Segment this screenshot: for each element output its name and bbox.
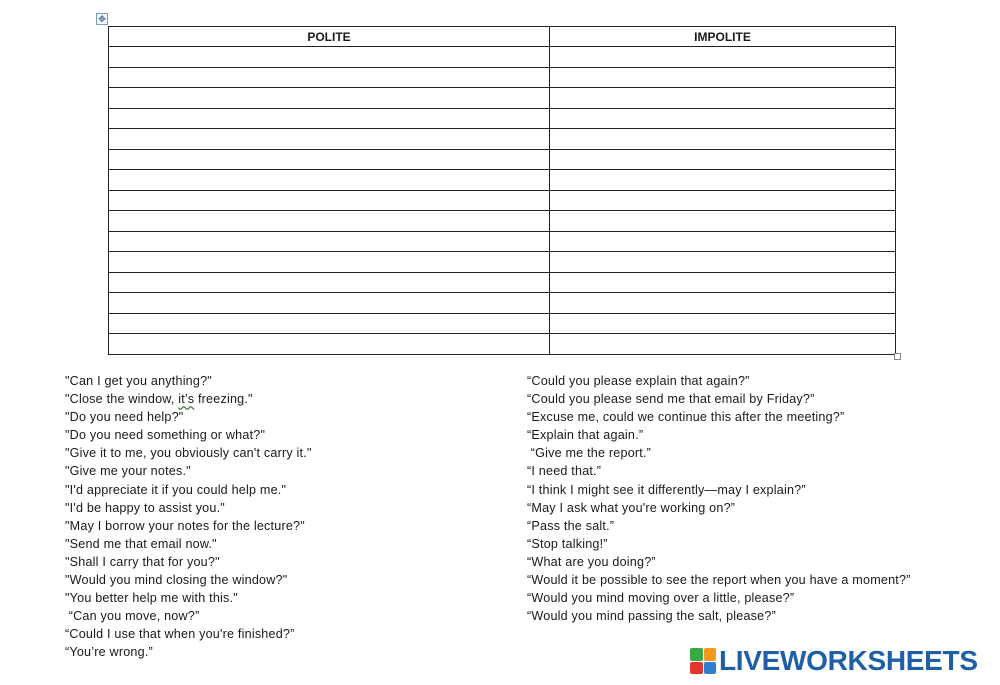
phrase-item: "May I borrow your notes for the lecture?" bbox=[65, 518, 305, 533]
liveworksheets-brand bbox=[690, 645, 978, 677]
answer-cell-impolite[interactable] bbox=[550, 129, 896, 150]
phrase-list-left bbox=[65, 372, 312, 662]
phrase-item: “Explain that again.” bbox=[527, 428, 644, 443]
table-row bbox=[109, 108, 896, 129]
phrase-list-right bbox=[527, 372, 911, 625]
phrase-item: “What are you doing?” bbox=[527, 554, 656, 569]
answer-cell-impolite[interactable] bbox=[550, 313, 896, 334]
answer-cell-polite[interactable] bbox=[109, 211, 550, 232]
answer-cell-polite[interactable] bbox=[109, 252, 550, 273]
table-row bbox=[109, 313, 896, 334]
logo-tile bbox=[704, 662, 717, 675]
answer-cell-impolite[interactable] bbox=[550, 211, 896, 232]
answer-cell-impolite[interactable] bbox=[550, 88, 896, 109]
table-row bbox=[109, 47, 896, 68]
phrase-item: “You’re wrong.” bbox=[65, 645, 153, 660]
phrase-item: “Pass the salt.” bbox=[527, 518, 615, 533]
logo-tile bbox=[704, 648, 717, 661]
logo-tile bbox=[690, 648, 703, 661]
answer-cell-impolite[interactable] bbox=[550, 334, 896, 355]
answer-cell-impolite[interactable] bbox=[550, 231, 896, 252]
answer-cell-polite[interactable] bbox=[109, 149, 550, 170]
answer-cell-polite[interactable] bbox=[109, 170, 550, 191]
brand-name: LIVEWORKSHEETS bbox=[719, 645, 978, 676]
table-row bbox=[109, 272, 896, 293]
phrase-item: “Excuse me, could we continue this after the meeting?” bbox=[527, 410, 845, 425]
answer-cell-polite[interactable] bbox=[109, 313, 550, 334]
answer-cell-impolite[interactable] bbox=[550, 67, 896, 88]
table-row bbox=[109, 334, 896, 355]
phrase-item: "Would you mind closing the window?" bbox=[65, 573, 288, 588]
table-body bbox=[109, 47, 896, 355]
phrase-item: “May I ask what you're working on?” bbox=[527, 500, 736, 515]
answer-cell-impolite[interactable] bbox=[550, 252, 896, 273]
table-row bbox=[109, 252, 896, 273]
answer-cell-impolite[interactable] bbox=[550, 108, 896, 129]
phrase-item: "Do you need something or what?" bbox=[65, 428, 266, 443]
phrase-item: "Close the window, it’s freezing." bbox=[65, 392, 253, 407]
phrase-item: “Give me the report.” bbox=[527, 446, 652, 461]
liveworksheets-logo-icon bbox=[690, 648, 716, 674]
table-row bbox=[109, 88, 896, 109]
answer-cell-polite[interactable] bbox=[109, 47, 550, 68]
answer-cell-polite[interactable] bbox=[109, 293, 550, 314]
answer-cell-impolite[interactable] bbox=[550, 47, 896, 68]
answer-cell-impolite[interactable] bbox=[550, 190, 896, 211]
answer-cell-impolite[interactable] bbox=[550, 149, 896, 170]
phrase-item: "Do you need help?" bbox=[65, 410, 184, 425]
phrase-item: "I'd be happy to assist you." bbox=[65, 500, 225, 515]
phrase-item: “Could I use that when you're finished?” bbox=[65, 627, 295, 642]
phrase-item: "Send me that email now." bbox=[65, 536, 217, 551]
answer-cell-polite[interactable] bbox=[109, 190, 550, 211]
answer-cell-impolite[interactable] bbox=[550, 170, 896, 191]
answer-cell-impolite[interactable] bbox=[550, 272, 896, 293]
answer-cell-polite[interactable] bbox=[109, 108, 550, 129]
phrase-item: “Would it be possible to see the report when you have a moment?” bbox=[527, 573, 911, 588]
answer-cell-polite[interactable] bbox=[109, 272, 550, 293]
phrase-item: “Could you please explain that again?” bbox=[527, 374, 750, 388]
table-row bbox=[109, 129, 896, 150]
spellcheck-flagged-word: it’s bbox=[178, 392, 195, 407]
table-move-handle-icon[interactable]: ✥ bbox=[96, 13, 108, 25]
table-row bbox=[109, 149, 896, 170]
table-resize-handle[interactable] bbox=[894, 353, 901, 360]
phrase-item: "Give me your notes." bbox=[65, 464, 191, 479]
logo-tile bbox=[690, 662, 703, 675]
header-impolite: IMPOLITE bbox=[550, 27, 896, 47]
phrase-item: “Stop talking!” bbox=[527, 536, 608, 551]
phrase-item: “Would you mind passing the salt, please?” bbox=[527, 609, 776, 624]
phrase-item: “I need that.” bbox=[527, 464, 602, 479]
table-row bbox=[109, 211, 896, 232]
answer-cell-polite[interactable] bbox=[109, 88, 550, 109]
phrase-item: “Would you mind moving over a little, please?” bbox=[527, 591, 795, 606]
phrase-item: “I think I might see it differently—may I explain?” bbox=[527, 482, 806, 497]
phrase-item: “Can you move, now?” bbox=[65, 609, 200, 624]
answer-cell-polite[interactable] bbox=[109, 334, 550, 355]
phrase-item: "Can I get you anything?" bbox=[65, 374, 212, 388]
phrase-item: "Give it to me, you obviously can't carry it." bbox=[65, 446, 312, 461]
answer-cell-impolite[interactable] bbox=[550, 293, 896, 314]
table-row bbox=[109, 293, 896, 314]
answer-cell-polite[interactable] bbox=[109, 67, 550, 88]
polite-impolite-table bbox=[108, 26, 896, 355]
table-row bbox=[109, 190, 896, 211]
phrase-item: "I'd appreciate it if you could help me." bbox=[65, 482, 287, 497]
answer-cell-polite[interactable] bbox=[109, 231, 550, 252]
table-row bbox=[109, 67, 896, 88]
phrase-item: "You better help me with this." bbox=[65, 591, 238, 606]
table-header-row bbox=[109, 27, 896, 47]
phrase-item: "Shall I carry that for you?" bbox=[65, 554, 220, 569]
table-row bbox=[109, 170, 896, 191]
phrase-item: “Could you please send me that email by Friday?” bbox=[527, 392, 815, 407]
answer-cell-polite[interactable] bbox=[109, 129, 550, 150]
header-polite: POLITE bbox=[109, 27, 550, 47]
table-row bbox=[109, 231, 896, 252]
